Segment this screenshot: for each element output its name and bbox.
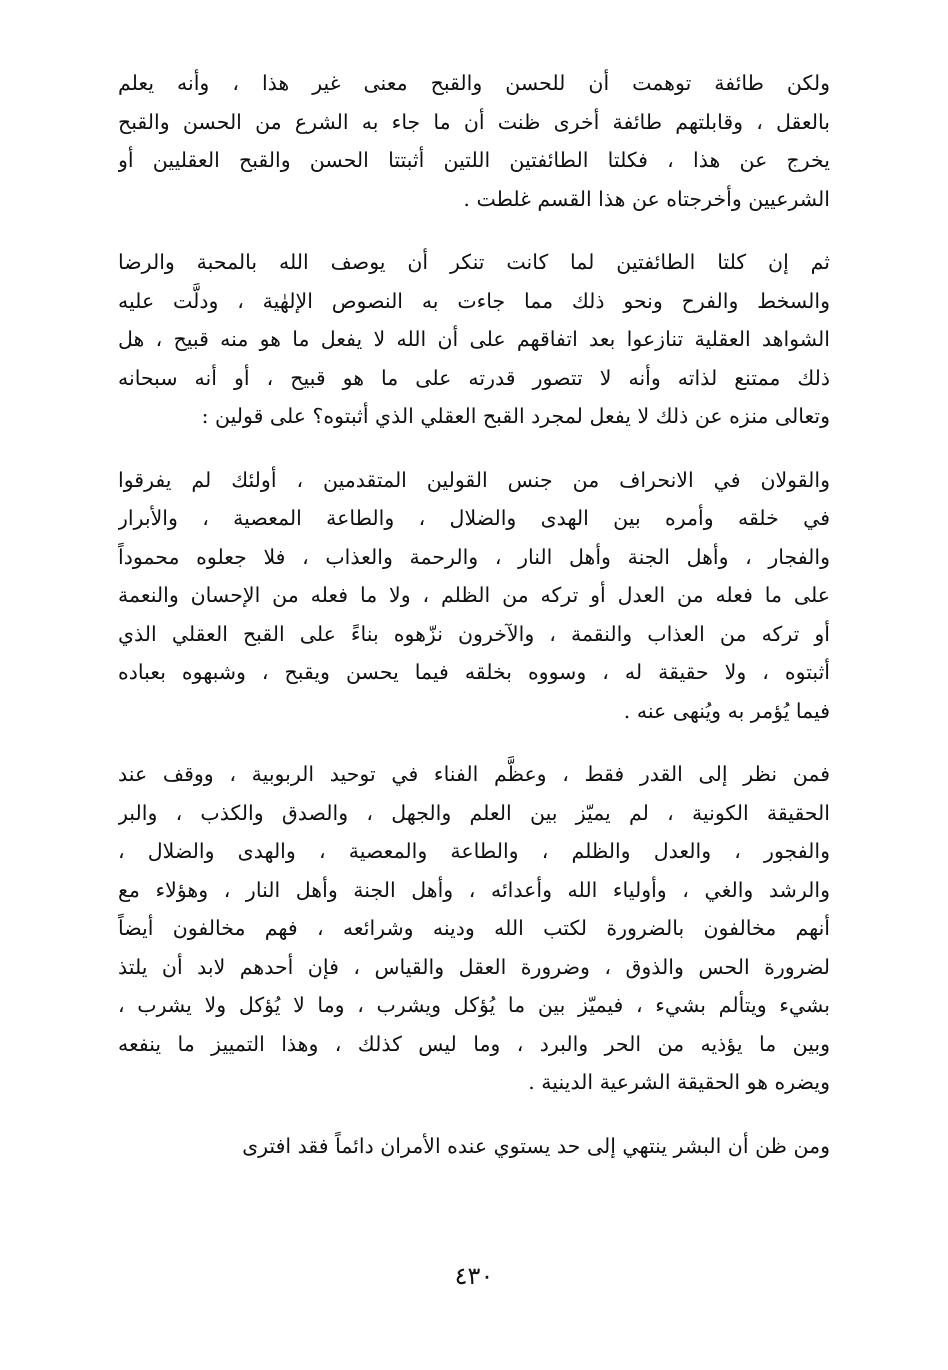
- text-line: وبين ما يؤذيه من الحر والبرد ، وما ليس كذلك ، وهذا التمييز ما ينفعه: [118, 1031, 830, 1056]
- text-line: أنهم مخالفون بالضرورة لكتب الله ودينه وشرائعه ، فهم مخالفون أيضاً: [118, 916, 830, 940]
- text-line: أثبتوه ، ولا حقيقة له ، وسووه بخلقه فيما يحسن ويقبح ، وشبهوه بعباده: [118, 660, 830, 684]
- paragraph: [118, 755, 830, 1102]
- text-line: في خلقه وأمره بين الهدى والضلال ، والطاعة المعصية ، والأبرار: [118, 506, 830, 530]
- text-line: على ما فعله من العدل أو تركه من الظلم ، ولا ما فعله من الإحسان والنعمة: [118, 583, 830, 607]
- paragraph: [118, 1127, 830, 1166]
- text-line: الشواهد العقلية تنازعوا بعد اتفاقهم على أن الله لا يفعل ما هو منه قبيح ، هل: [118, 327, 830, 351]
- page-number: ٤٣٠: [454, 1262, 494, 1290]
- text-line: ولكن طائفة توهمت أن للحسن والقبح معنى غير هذا ، وأنه يعلم: [118, 71, 830, 95]
- text-line: الحقيقة الكونية ، لم يميّز بين العلم والجهل ، والصدق والكذب ، والبر: [118, 800, 830, 825]
- text-line: يخرج عن هذا ، فكلتا الطائفتين اللتين أثبتتا الحسن والقبح العقليين أو: [118, 148, 830, 172]
- text-line: ومن ظن أن البشر ينتهي إلى حد يستوي عنده الأمران دائماً فقد افترى: [242, 1133, 830, 1158]
- text-line: والفجور ، والعدل والظلم ، والطاعة والمعصية ، والهدى والضلال ،: [118, 839, 830, 863]
- paragraph: [118, 243, 830, 436]
- paragraph: [118, 64, 830, 218]
- page-body: [118, 64, 830, 1190]
- paragraph: [118, 461, 830, 731]
- text-line: والفجار ، وأهل الجنة وأهل النار ، والرحمة والعذاب ، فلا جعلوه محموداً: [118, 544, 830, 569]
- text-line: والقولان في الانحراف من جنس القولين المتقدمين ، أولئك لم يفرقوا: [118, 467, 830, 492]
- text-line: بشيء ويتألم بشيء ، فيميّز بين ما يُؤكل ويشرب ، وما لا يُؤكل ولا يشرب ،: [118, 993, 830, 1017]
- text-line: والسخط والفرح ونحو ذلك مما جاءت به النصوص الإلهٰية ، ودلَّت عليه: [118, 288, 830, 313]
- text-line: أو تركه من العذاب والنقمة ، والآخرون نزّهوه بناءً على القبح العقلي الذي: [118, 621, 830, 646]
- text-line: ثم إن كلتا الطائفتين لما كانت تنكر أن يوصف الله بالمحبة والرضا: [118, 250, 830, 274]
- text-line: وتعالى منزه عن ذلك لا يفعل لمجرد القبح العقلي الذي أثبتوه؟ على قولين :: [201, 404, 830, 428]
- text-line: الشرعيين وأخرجتاه عن هذا القسم غلطت .: [463, 186, 830, 211]
- text-line: بالعقل ، وقابلتهم طائفة أخرى ظنت أن ما جاء به الشرع من الحسن والقبح: [118, 109, 830, 134]
- text-line: والرشد والغي ، وأولياء الله وأعدائه ، وأهل الجنة وأهل النار ، وهؤلاء مع: [118, 877, 830, 902]
- text-line: فيما يُؤمر به ويُنهى عنه .: [623, 698, 830, 723]
- text-line: ذلك ممتنع لذاته وأنه لا تتصور قدرته على ما هو قبيح ، أو أنه سبحانه: [118, 365, 830, 390]
- text-line: فمن نظر إلى القدر فقط ، وعظَّم الفناء في توحيد الربوبية ، ووقف عند: [118, 762, 830, 786]
- text-line: ويضره هو الحقيقة الشرعية الدينية .: [528, 1070, 830, 1094]
- text-line: لضرورة الحس والذوق ، وضرورة العقل والقياس ، فإن أحدهم لابد أن يلتذ: [118, 954, 830, 979]
